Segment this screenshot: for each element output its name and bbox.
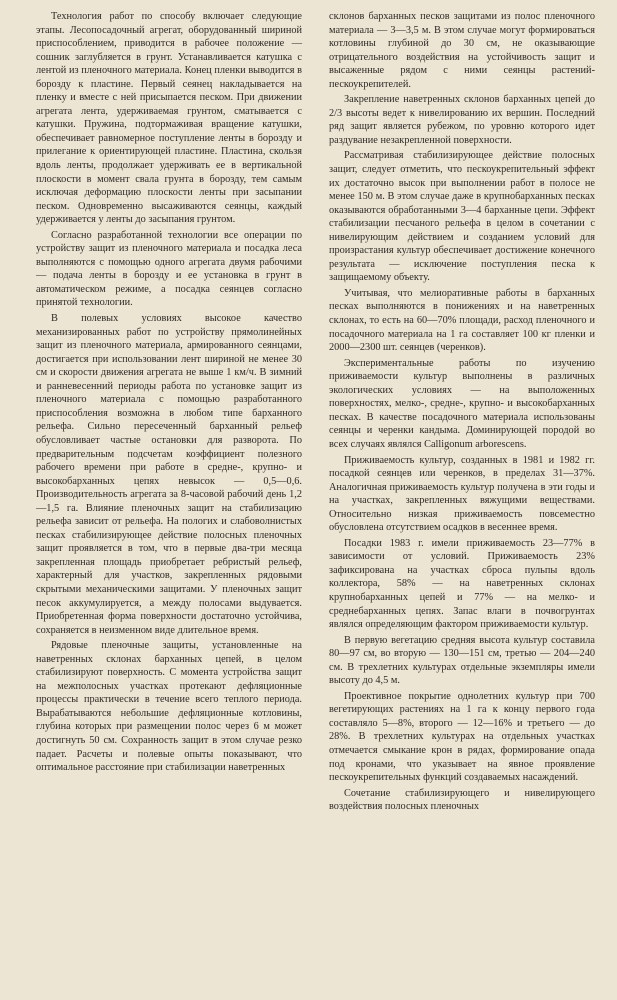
right-paragraph-3: Рассматривая стабилизирующее действие полосных защит, следует отметить, что пескоукрепительный эффект их достаточно высок при выполнении работ в полосе не менее 150 м. В этом случае даже в крупнобарханных песках оказываются обработанными 3—4 барханные цепи. Эффект стабилизации песчаного рельефа в целом в сочетании с нивелирующим действием и созданием условий для произрастания культур обеспечивает достижение конечного результата — исключение поступления песка к защищаемому объекту. [329, 150, 595, 284]
left-column [36, 10, 302, 1000]
right-column [329, 10, 595, 1000]
right-paragraph-4: Учитывая, что мелиоративные работы в барханных песках выполняются в понижениях и на наветренных склонах, то есть на 60—70% площади, расход пленочного и посадочного материала на 1 га составляет 100 кг пленки и 2000—2300 шт. сеянцев (черенков). [329, 287, 595, 354]
right-paragraph-10: Сочетание стабилизирующего и нивелирующего воздействия полосных пленочных [329, 787, 595, 813]
left-paragraph-3: В полевых условиях высокое качество механизированных работ по устройству прямолинейных защит из пленочного материала, армированного сеянцами, достигается при использовании лент шириной не менее 30 см и скорости движения агрегата не выше 1 км/ч. В зимний и ранневесенний периоды работа по установке защит из пленочного материала с помощью разработанного приспособления возможна в любом типе барханного рельефа. Сильно пересеченный барханный рельеф обусловливает частые остановки для разворота. По предварительным подсчетам коэффициент полезного рабочего времени при работе в средне-, крупно- и высокобарханных цепях невысок — 0,5—0,6. Производительность агрегата за 8-часовой рабочий день 1,2—1,5 га. Влияние пленочных защит на стабилизацию рельефа зависит от рельефа. На пологих и слабоволнистых песках стабилизирующее действие полосных пленочных защит проявляется в том, что в первые два-три месяца закрепленная площадь приобретает ребристый рельеф, характерный для участков, закрепленных рядовыми скрытыми механическими защитами. У пленочных защит песок аккумулируется, а между полосами выдувается. Приобретенная форма поверхности достаточно устойчива, сохраняется в неизменном виде длительное время. [36, 313, 302, 636]
left-paragraph-2: Согласно разработанной технологии все операции по устройству защит из пленочного материала и посадка леса выполняются с помощью одного агрегата двумя рабочими — подача ленты в борозду и ее установка в грунт в автоматическом режиме, а посадка сеянцев согласно принятой технологии. [36, 229, 302, 309]
right-paragraph-7: Посадки 1983 г. имели приживаемость 23—77% в зависимости от условий. Приживаемость 23% зафиксирована на участках сброса пульпы вдоль коллектора, 58% — на наветренных склонах крупнобарханных цепей и 77% — на мелко- и среднебарханных цепях. Запас влаги в почвогрунтах являлся определяющим фактором приживаемости культур. [329, 537, 595, 631]
right-paragraph-8: В первую вегетацию средняя высота культур составила 80—97 см, во вторую — 130—151 см, третью — 204—240 см. В трехлетних культурах отдельные экземпляры имели высоту до 4,5 м. [329, 634, 595, 687]
right-paragraph-9: Проективное покрытие однолетних культур при 700 вегетирующих растениях на 1 га к концу первого года составляло 5—8%, второго — 12—16% и третьего — до 28%. В трехлетних культурах на отдельных участках отмечается смыкание крон в рядах, формирование опада под кронами, что указывает на явное проявление пескоукрепительных функций создаваемых насаждений. [329, 690, 595, 784]
right-paragraph-6: Приживаемость культур, созданных в 1981 и 1982 гг. посадкой сеянцев или черенков, в пределах 31—37%. Аналогичная приживаемость культур получена в эти годы и на участках, закрепленных вяжущими веществами. Относительно низкая приживаемость повсеместно обусловлена отсутствием осадков в весеннее время. [329, 454, 595, 534]
right-paragraph-1: склонов барханных песков защитами из полос пленочного материала — 3—3,5 м. В этом случае могут формироваться котловины глубиной до 30 см, не оказывающие отрицательного воздействия на устойчивость защит и высаженные рядом с ними сеянцы растений-пескоукрепителей. [329, 11, 595, 90]
left-paragraph-1: Технология работ по способу включает следующие этапы. Лесопосадочный агрегат, оборудованный шириной приспособлением, приводится в рабочее положение — сошник заглубляется в грунт. Устанавливается катушка с лентой из пленочного материала. Конец пленки выводится в борозду к пластине. Первый сеянец накладывается на пленку и вместе с ней присыпается песком. При движении агрегата лента, удерживаемая грунтом, сматывается с катушки. Пружина, подтормаживая вращение катушки, обеспечивает равномерное поступление ленты в борозду и прилегание к ориентирующей пластине. Пластина, скользя вдоль ленты, продолжает удерживать ее в вертикальной плоскости в момент свала грунта в борозду, тем самым исключая деформацию плоскости ленты при засыпании песком. Одновременно высаживаются сеянцы, каждый удерживается у ленты до засыпания грунтом. [36, 11, 302, 226]
right-paragraph-5: Экспериментальные работы по изучению приживаемости культур выполнены в различных экологических условиях — на выположенных поверхностях, мелко-, средне-, крупно- и высокобарханных песках. В качестве посадочного материала использованы сеянцы и черенки кандыма. Доминирующей породой во всех случаях являлся Calligonum arborescens. [329, 357, 595, 450]
right-paragraph-2: Закрепление наветренных склонов барханных цепей до 2/3 высоты ведет к нивелированию их вершин. Последний ряд защит является рубежом, по уровню которого идет раздувание незакрепленной поверхности. [329, 94, 595, 146]
left-paragraph-4: Рядовые пленочные защиты, установленные на наветренных склонах барханных цепей, в целом стабилизируют поверхность. С момента устройства защит на межполосных участках протекают дефляционные процессы практически в течение всего теплого периода. Вырабатываются небольшие дефляционные котловины, глубина которых при размещении полос через 6 м может достигнуть 50 см. Сохранность защит в этом случае резко падает. Расчеты и полевые опыты показывают, что оптимальное расстояние при стабилизации наветренных [36, 640, 302, 774]
